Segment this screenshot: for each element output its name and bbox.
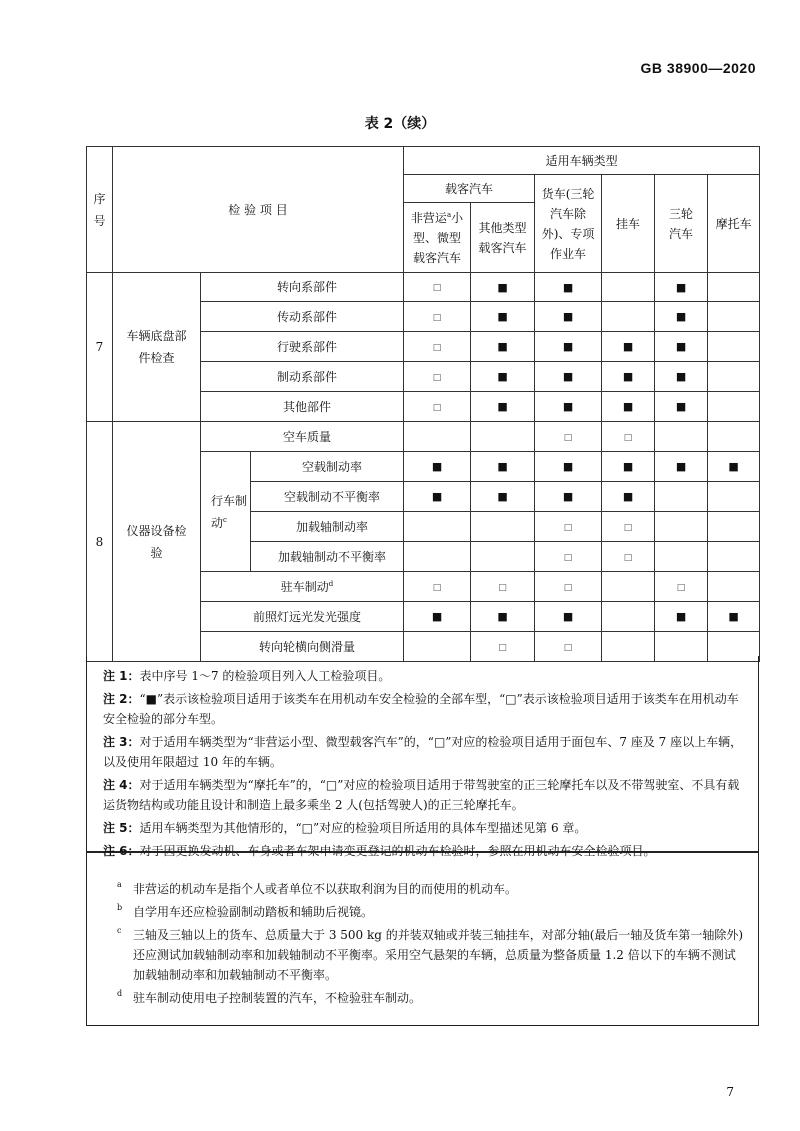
header-nonoperating: 非营运$^a$小型、微型载客汽车 — [404, 203, 471, 273]
mark-cell: ■ — [471, 392, 535, 422]
group-7-number: 7 — [87, 273, 113, 422]
mark-cell: ■ — [535, 482, 602, 512]
mark-cell — [471, 542, 535, 572]
header-tricycle: 三轮汽车 — [655, 175, 708, 273]
mark-cell: ■ — [535, 452, 602, 482]
note: 注 5：适用车辆类型为其他情形的，“□”对应的检验项目所适用的具体车型描述见第 6 章。 — [103, 821, 587, 835]
mark-cell: ■ — [471, 362, 535, 392]
row-item: 空载制动不平衡率 — [251, 482, 404, 512]
mark-cell — [602, 602, 655, 632]
row-item: 空载制动率 — [251, 452, 404, 482]
mark-cell — [708, 572, 760, 602]
row-item: 传动系部件 — [201, 302, 404, 332]
mark-cell: ■ — [655, 273, 708, 302]
service-brake-label: 行车制动$^c$ — [201, 452, 251, 572]
row-item: 加载轴制动不平衡率 — [251, 542, 404, 572]
notes-section — [86, 656, 759, 858]
mark-cell — [404, 422, 471, 452]
mark-cell — [708, 273, 760, 302]
mark-cell: ■ — [471, 273, 535, 302]
group-8-name: 仪器设备检验 — [113, 422, 201, 662]
mark-cell: ■ — [404, 602, 471, 632]
header-other-passenger: 其他类型载客汽车 — [471, 203, 535, 273]
mark-cell — [708, 332, 760, 362]
mark-cell: ■ — [471, 482, 535, 512]
row-item: 其他部件 — [201, 392, 404, 422]
mark-cell — [708, 512, 760, 542]
mark-cell: ■ — [655, 392, 708, 422]
mark-cell — [471, 422, 535, 452]
mark-cell: ■ — [535, 392, 602, 422]
mark-cell: □ — [535, 632, 602, 662]
mark-cell: ■ — [602, 392, 655, 422]
footnote: d 驻车制动使用电子控制装置的汽车，不检验驻车制动。 — [117, 989, 422, 1005]
header-vehicle-types: 适用车辆类型 — [404, 147, 760, 175]
row-item: 制动系部件 — [201, 362, 404, 392]
note: 注 4：对于适用车辆类型为“摩托车”的，“□”对应的检验项目适用于带驾驶室的正三轮摩托车以及不带驾驶室、不具有载运货物结构或功能且设计和制造上最多乘坐 2 人(包括驾驶人)的正三轮摩托车。 — [103, 778, 740, 812]
mark-cell: ■ — [471, 602, 535, 632]
mark-cell: ■ — [708, 602, 760, 632]
mark-cell — [602, 273, 655, 302]
note: 注 2：“■”表示该检验项目适用于该类车在用机动车安全检验的全部车型，“□”表示该检验项目适用于该类车在用机动车安全检验的部分车型。 — [103, 692, 739, 726]
mark-cell: □ — [655, 572, 708, 602]
mark-cell: ■ — [535, 362, 602, 392]
mark-cell: ■ — [535, 302, 602, 332]
mark-cell — [655, 422, 708, 452]
mark-cell: ■ — [655, 362, 708, 392]
note: 注 3：对于适用车辆类型为“非营运小型、微型载客汽车”的，“□”对应的检验项目适用于面包车、7 座及 7 座以上车辆，以及使用年限超过 10 年的车辆。 — [103, 735, 743, 769]
footnote: b 自学用车还应检验副制动踏板和辅助后视镜。 — [117, 903, 374, 919]
row-item: 前照灯远光发光强度 — [201, 602, 404, 632]
mark-cell — [404, 512, 471, 542]
mark-cell: □ — [535, 422, 602, 452]
mark-cell — [655, 512, 708, 542]
mark-cell — [708, 302, 760, 332]
row-item: 转向轮横向侧滑量 — [201, 632, 404, 662]
mark-cell — [708, 542, 760, 572]
note: 注 6：对于因更换发动机、车身或者车架申请变更登记的机动车检验时，参照在用机动车安全检验项目。 — [103, 844, 656, 858]
mark-cell — [708, 482, 760, 512]
inspection-table — [86, 146, 760, 662]
footnote: a 非营运的机动车是指个人或者单位不以获取利润为目的而使用的机动车。 — [117, 880, 518, 896]
row-item: 空车质量 — [201, 422, 404, 452]
note: 注 1：表中序号 1～7 的检验项目列入人工检验项目。 — [103, 669, 391, 683]
mark-cell: ■ — [471, 452, 535, 482]
mark-cell: □ — [535, 542, 602, 572]
mark-cell: □ — [404, 362, 471, 392]
header-seq: 序 号 — [87, 147, 113, 273]
mark-cell: ■ — [655, 602, 708, 632]
mark-cell: ■ — [602, 482, 655, 512]
mark-cell: □ — [535, 572, 602, 602]
header-truck: 货车(三轮汽车除外)、专项作业车 — [535, 175, 602, 273]
footnote: c 三轴及三轴以上的货车、总质量大于 3 500 kg 的并装双轴或并装三轴挂车，对部分轴(最后一轴及货车第一轴除外)还应测试加载轴制动率和加载轴制动不平衡率。采用空气悬架的车辆，总质量为整备质量 1.2 倍以下的车辆不测试加载轴制动率和加载轴制动不平衡率。 — [117, 926, 744, 982]
mark-cell: ■ — [602, 332, 655, 362]
mark-cell — [602, 572, 655, 602]
mark-cell — [708, 392, 760, 422]
page-number: 7 — [726, 1085, 734, 1099]
mark-cell: ■ — [535, 602, 602, 632]
mark-cell: ■ — [655, 452, 708, 482]
header-passenger: 载客汽车 — [404, 175, 535, 203]
header-item: 检 验 项 目 — [113, 147, 404, 273]
mark-cell: □ — [471, 632, 535, 662]
mark-cell: □ — [535, 512, 602, 542]
mark-cell — [404, 542, 471, 572]
mark-cell: ■ — [602, 362, 655, 392]
mark-cell: □ — [404, 302, 471, 332]
row-item: 转向系部件 — [201, 273, 404, 302]
mark-cell — [655, 542, 708, 572]
mark-cell: ■ — [655, 332, 708, 362]
mark-cell: □ — [602, 422, 655, 452]
row-item: 驻车制动$^d$ — [201, 572, 404, 602]
mark-cell: □ — [404, 392, 471, 422]
standard-number: GB 38900—2020 — [640, 60, 756, 76]
row-item: 行驶系部件 — [201, 332, 404, 362]
mark-cell: □ — [404, 273, 471, 302]
mark-cell: □ — [404, 572, 471, 602]
group-8-number: 8 — [87, 422, 113, 662]
mark-cell: ■ — [535, 332, 602, 362]
mark-cell — [602, 302, 655, 332]
mark-cell: ■ — [655, 302, 708, 332]
table-title: 表 2（续） — [364, 116, 436, 132]
mark-cell: □ — [471, 572, 535, 602]
group-7-name: 车辆底盘部件检查 — [113, 273, 201, 422]
mark-cell: ■ — [708, 452, 760, 482]
header-motorcycle: 摩托车 — [708, 175, 760, 273]
mark-cell: □ — [602, 542, 655, 572]
mark-cell: ■ — [404, 482, 471, 512]
row-item: 加载轴制动率 — [251, 512, 404, 542]
mark-cell — [471, 512, 535, 542]
header-trailer: 挂车 — [602, 175, 655, 273]
mark-cell: □ — [602, 512, 655, 542]
mark-cell: □ — [404, 332, 471, 362]
mark-cell: ■ — [471, 332, 535, 362]
mark-cell: ■ — [535, 273, 602, 302]
mark-cell — [708, 422, 760, 452]
mark-cell: ■ — [404, 452, 471, 482]
mark-cell — [708, 362, 760, 392]
footnotes-section — [86, 852, 759, 1026]
mark-cell: ■ — [471, 302, 535, 332]
mark-cell: ■ — [602, 452, 655, 482]
mark-cell — [655, 482, 708, 512]
